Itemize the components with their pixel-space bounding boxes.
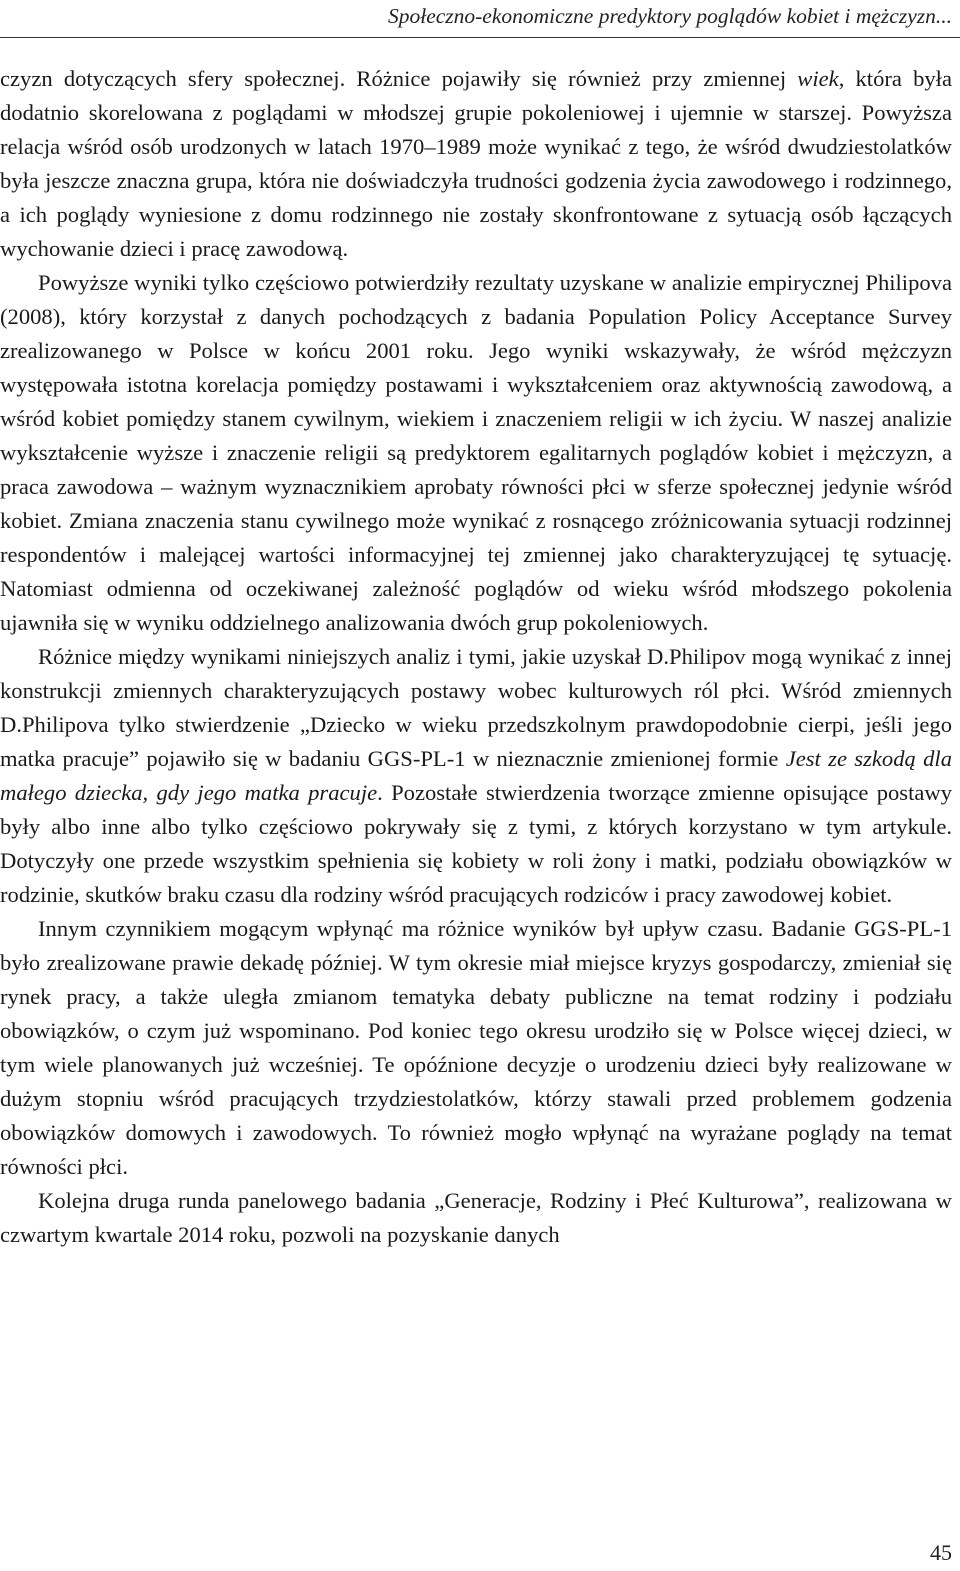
text-segment: . Pozostałe stwierdzenia tworzące zmienne opisujące postawy były albo inne albo tylko częściowo pokrywały się z tymi, z których korzystano w tym artykule. Dotyczyły one przede wszystkim spełnienia się kobiety w roli żony i matki, podziału obowiązków w rodzinie, skutków braku czasu dla rodziny wśród pracujących rodziców i pracy zawodowej kobiet.	[0, 780, 952, 907]
text-segment: Powyższe wyniki tylko częściowo potwierdziły rezultaty uzyskane w analizie empirycznej Philipova (2008), który korzystał z danych pochodzących z badania Population Policy Acceptance Survey zrealizowanego w Polsce w końcu 2001 roku. Jego wyniki wskazywały, że wśród mężczyzn występowała istotna korelacja pomiędzy postawami i wykształceniem oraz aktywnością zawodową, a wśród kobiet pomiędzy stanem cywilnym, wiekiem i znaczeniem religii w ich życiu. W naszej analizie wykształcenie wyższe i znaczenie religii są predyktorem egalitarnych poglądów kobiet i mężczyzn, a praca zawodowa – ważnym wyznacznikiem aprobaty równości płci w sferze społecznej jedynie wśród kobiet. Zmiana znaczenia stanu cywilnego może wynikać z rosnącego zróżnicowania sytuacji rodzinnej respondentów i malejącej wartości informacyjnej tej zmiennej jako charakteryzującej tę sytuację. Natomiast odmienna od oczekiwanej zależność poglądów od wieku wśród młodszego pokolenia ujawniła się w wyniku oddzielnego analizowania dwóch grup pokoleniowych.	[0, 270, 952, 635]
running-header-title: Społeczno-ekonomiczne predyktory poglądów kobiet i mężczyzn...	[387, 4, 952, 28]
text-segment: Innym czynnikiem mogącym wpłynąć ma różnice wyników był upływ czasu. Badanie GGS-PL-1 było zrealizowane prawie dekadę później. W tym okresie miał miejsce kryzys gospodarczy, zmieniał się rynek pracy, a także uległa zmianom tematyka debaty publiczne na temat rodziny i podziału obowiązków, o czym już wspominano. Pod koniec tego okresu urodziło się w Polsce więcej dzieci, w tym wiele planowanych już wcześniej. Te opóźnione decyzje o urodzeniu dzieci były realizowane w dużym stopniu wśród pracujących trzydziestolatków, którzy stawali przed problemem godzenia obowiązków domowych i zawodowych. To również mogło wpłynąć na wyrażane poglądy na temat równości płci.	[0, 916, 952, 1179]
italic-survey-statement: Jest ze szkodą dla małego dziecka, gdy jego matka pracuje	[0, 746, 952, 805]
paragraph-1	[0, 62, 952, 266]
text-segment: Różnice między wynikami niniejszych analiz i tymi, jakie uzyskał D.Philipov mogą wynikać z innej konstrukcji zmiennych charakteryzujących postawy wobec kulturowych ról płci. Wśród zmiennych D.Philipova tylko stwierdzenie „Dziecko w wieku przedszkolnym prawdopodobnie cierpi, jeśli jego matka pracuje” pojawiło się w badaniu GGS-PL-1 w nieznacznie zmienionej formie	[0, 644, 952, 771]
page-number: 45	[930, 1540, 952, 1565]
paragraph-4	[0, 912, 952, 1184]
paragraph-2	[0, 266, 952, 640]
text-segment: Kolejna druga runda panelowego badania „Generacje, Rodziny i Płeć Kulturowa”, realizowana w czwartym kwartale 2014 roku, pozwoli na pozyskanie danych	[0, 1188, 952, 1247]
text-segment: czyzn dotyczących sfery społecznej. Różnice pojawiły się również przy zmiennej	[0, 66, 798, 91]
text-segment: , która była dodatnio skorelowana z poglądami w młodszej grupie pokoleniowej i ujemnie w starszej. Powyższa relacja wśród osób urodzonych w latach 1970–1989 może wynikać z tego, że wśród dwudziestolatków była jeszcze znaczna grupa, która nie doświadczyła trudności godzenia życia zawodowego i rodzinnego, a ich poglądy wyniesione z domu rodzinnego nie zostały skonfrontowane z sytuacją osób łączących wychowanie dzieci i pracę zawodową.	[0, 66, 952, 261]
header-divider	[0, 37, 960, 38]
paragraph-3	[0, 640, 952, 912]
paragraph-5	[0, 1184, 952, 1252]
italic-variable-name: wiek	[797, 66, 839, 91]
article-body	[0, 62, 952, 1252]
